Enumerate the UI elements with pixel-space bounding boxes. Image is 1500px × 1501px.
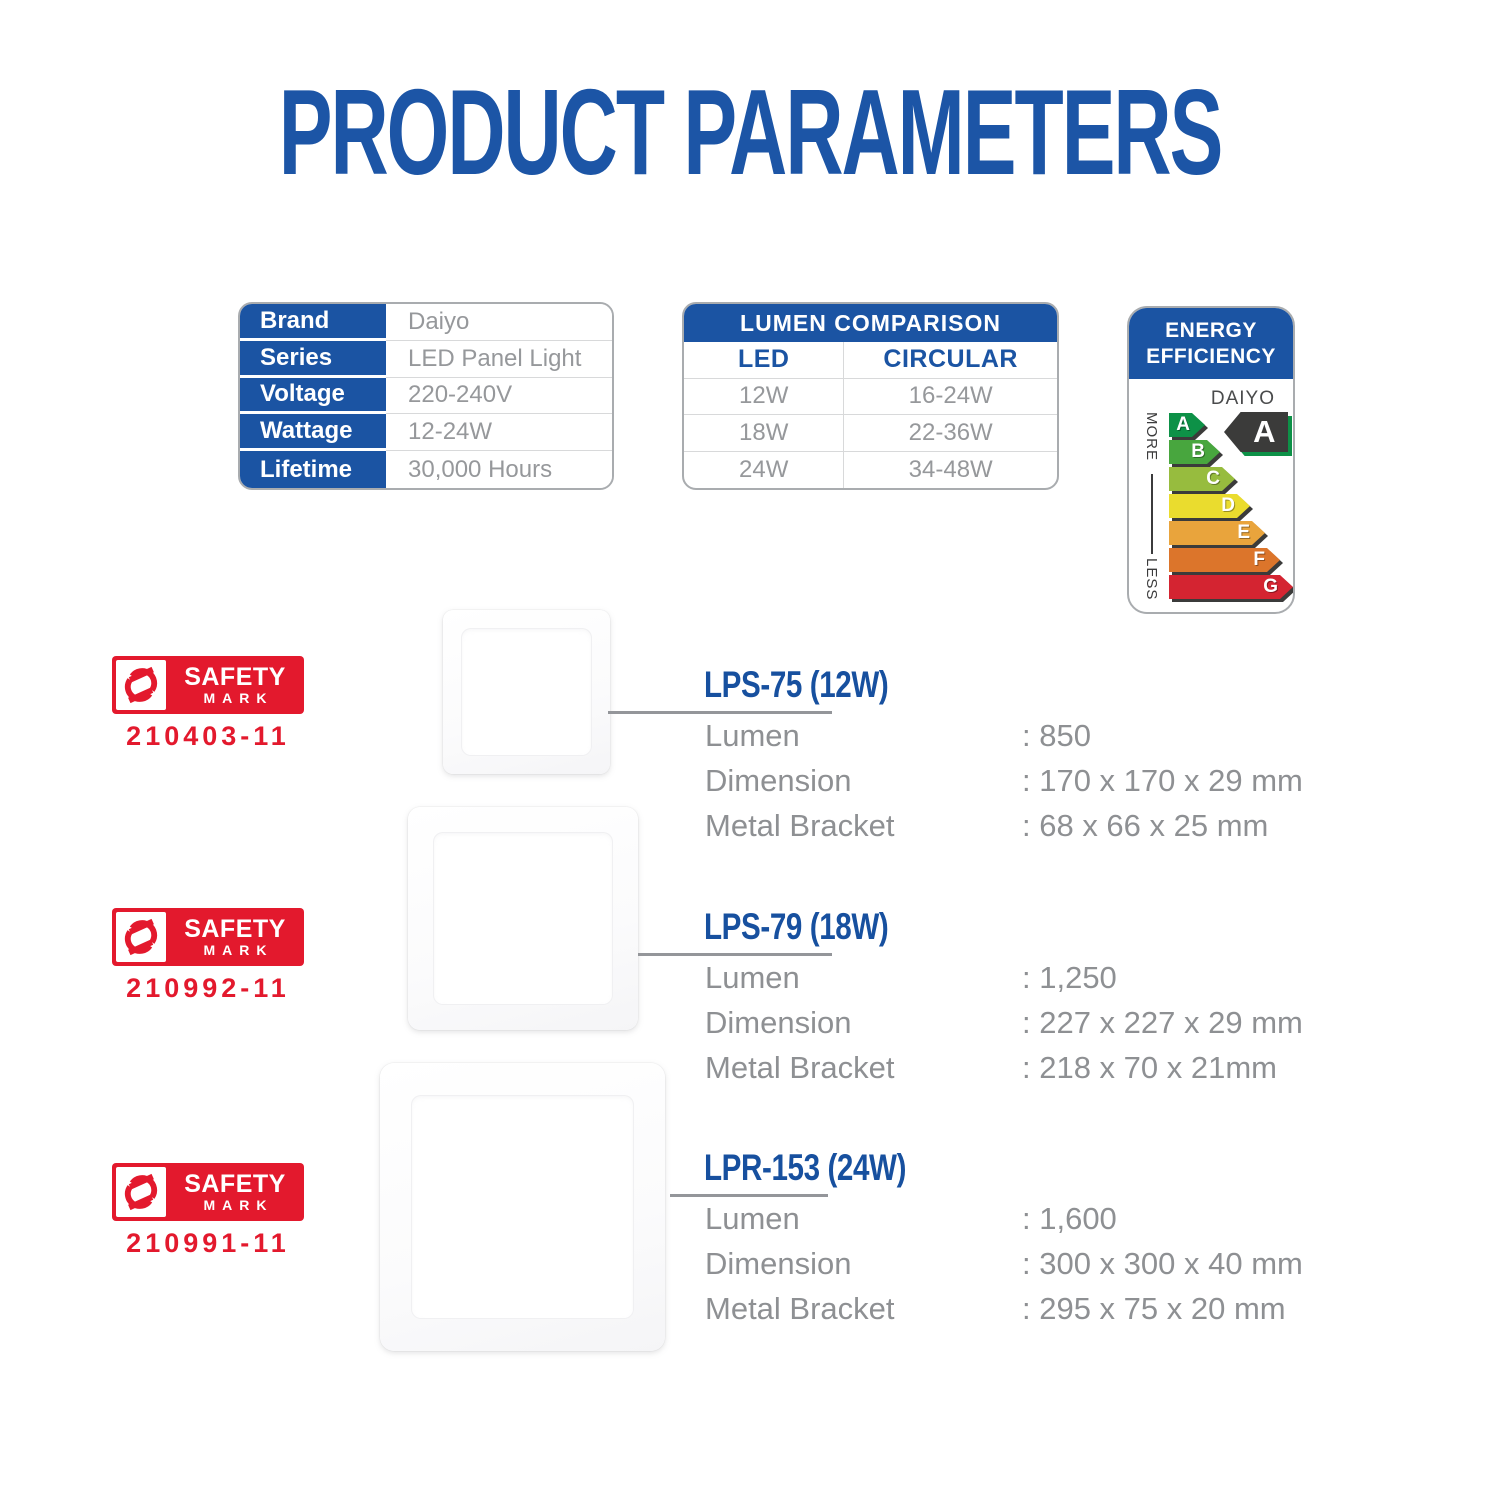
safety-mark-text [166,664,304,706]
model-title-lpr153 [704,1147,957,1189]
table-row [684,379,1057,416]
lumen-circular-cell: 22-36W [844,415,1057,452]
energy-bar-c [1169,467,1235,491]
spec-value: : 300 x 300 x 40 mm [1022,1246,1303,1281]
page-title-text: PRODUCT PARAMETERS [278,64,1222,200]
safety-mark-2 [112,908,304,1004]
lumen-table-title: LUMEN COMPARISON [684,304,1057,342]
mark-word: MARK [203,942,274,958]
table-row [240,378,612,415]
spec-label: Dimension [705,763,852,798]
spec-label: Lumen [705,960,800,995]
spec-value: : 68 x 66 x 25 mm [1022,808,1269,843]
table-row [240,451,612,488]
energy-bar-a [1169,413,1205,437]
spec-label: Dimension [705,1005,852,1040]
safety-s-glyph [119,1170,163,1214]
spec-value: : 1,250 [1022,960,1117,995]
bar-fill [1169,521,1265,545]
spec-value: : 1,600 [1022,1201,1117,1236]
table-row [684,342,1057,379]
table-row [240,414,612,451]
bar-grade-letter: G [1263,576,1278,597]
model-title-text: LPS-79 (18W) [704,906,889,947]
lumen-comparison-table [682,302,1059,490]
spec-label-voltage: Voltage [240,378,386,415]
spec-label: Dimension [705,1246,852,1281]
panel-diffuser [433,832,612,1006]
spec-value: : 170 x 170 x 29 mm [1022,763,1303,798]
safety-mark-1 [112,656,304,752]
bar-grade-letter: C [1206,468,1220,489]
spec-value-voltage: 220-240V [386,378,612,415]
safety-mark-text [166,916,304,958]
energy-bar-g [1169,575,1293,599]
model-title-lps75 [704,664,934,706]
product-spec-table [238,302,614,490]
safety-word: SAFETY [184,663,286,691]
panel-diffuser [411,1095,633,1320]
lumen-circular-cell: 16-24W [844,379,1057,416]
lumen-led-cell: 12W [684,379,844,416]
spec-value: : 218 x 70 x 21mm [1022,1050,1278,1085]
safety-word: SAFETY [184,915,286,943]
safety-mark-badge [112,908,304,966]
table-row [684,415,1057,452]
safety-mark-number: 210991-11 [126,1228,290,1258]
spec-value: : 850 [1022,718,1091,753]
bar-grade-letter: E [1237,522,1250,543]
spec-label-lifetime: Lifetime [240,451,386,488]
safety-s-glyph [119,915,163,959]
spec-value-wattage: 12-24W [386,414,612,451]
safety-mark-number: 210403-11 [126,721,290,751]
model-title-lps79 [704,906,934,948]
energy-bar-d [1169,494,1250,518]
panel-diffuser [461,628,591,756]
bar-grade-letter: A [1176,414,1190,435]
energy-title-line2: EFFICIENCY [1146,345,1276,368]
bar-grade-letter: D [1221,495,1235,516]
safety-word: SAFETY [184,1170,286,1198]
more-label: MORE [1143,412,1160,461]
mark-word: MARK [203,1197,274,1213]
rating-letter: A [1253,414,1276,449]
bar-fill [1169,467,1235,491]
safety-mark-s-icon [116,912,166,962]
panel-image-24w [380,1063,665,1351]
more-less-scale-line [1151,474,1153,554]
mark-word: MARK [203,690,274,706]
bar-fill [1169,494,1250,518]
lumen-led-cell: 18W [684,415,844,452]
bar-grade-letter: F [1253,549,1265,570]
spec-value-series: LED Panel Light [386,341,612,378]
energy-label-title [1129,308,1293,379]
safety-mark-3 [112,1163,304,1259]
safety-mark-s-icon [116,660,166,710]
table-row [240,341,612,378]
bar-grade-letter: B [1191,441,1205,462]
safety-mark-text [166,1171,304,1213]
spec-label-series: Series [240,341,386,378]
energy-rating-arrow [1224,412,1288,452]
energy-bar-e [1169,521,1265,545]
safety-mark-number: 210992-11 [126,973,290,1003]
table-row [240,304,612,341]
spec-value-lifetime: 30,000 Hours [386,451,612,488]
spec-label: Lumen [705,718,800,753]
spec-value: : 295 x 75 x 20 mm [1022,1291,1286,1326]
spec-label: Metal Bracket [705,1291,895,1326]
model-title-text: LPR-153 (24W) [704,1147,907,1188]
spec-label: Metal Bracket [705,1050,895,1085]
less-label: LESS [1143,558,1160,601]
safety-s-glyph [119,663,163,707]
energy-brand-label: DAIYO [1210,388,1275,409]
lumen-col-header-circular: CIRCULAR [844,342,1057,379]
table-row [684,452,1057,489]
page-title [0,62,1500,202]
spec-value: : 227 x 227 x 29 mm [1022,1005,1303,1040]
spec-label-wattage: Wattage [240,414,386,451]
model-title-text: LPS-75 (12W) [704,664,889,705]
spec-value-brand: Daiyo [386,304,612,341]
energy-bar-b [1169,440,1220,464]
lumen-circular-cell: 34-48W [908,455,993,483]
spec-label: Lumen [705,1201,800,1236]
safety-mark-badge [112,656,304,714]
energy-efficiency-label [1127,306,1295,614]
energy-bar-f [1169,548,1280,572]
panel-image-18w [408,807,638,1030]
energy-title-line1: ENERGY [1165,319,1257,342]
connector-line-2 [638,953,832,956]
spec-label: Metal Bracket [705,808,895,843]
safety-mark-badge [112,1163,304,1221]
lumen-col-header-led: LED [684,342,844,379]
spec-label-brand: Brand [240,304,386,341]
connector-line-1 [608,711,832,714]
connector-line-3 [670,1194,828,1197]
safety-mark-s-icon [116,1167,166,1217]
lumen-led-cell: 24W [684,452,844,489]
panel-image-12w [443,610,610,774]
